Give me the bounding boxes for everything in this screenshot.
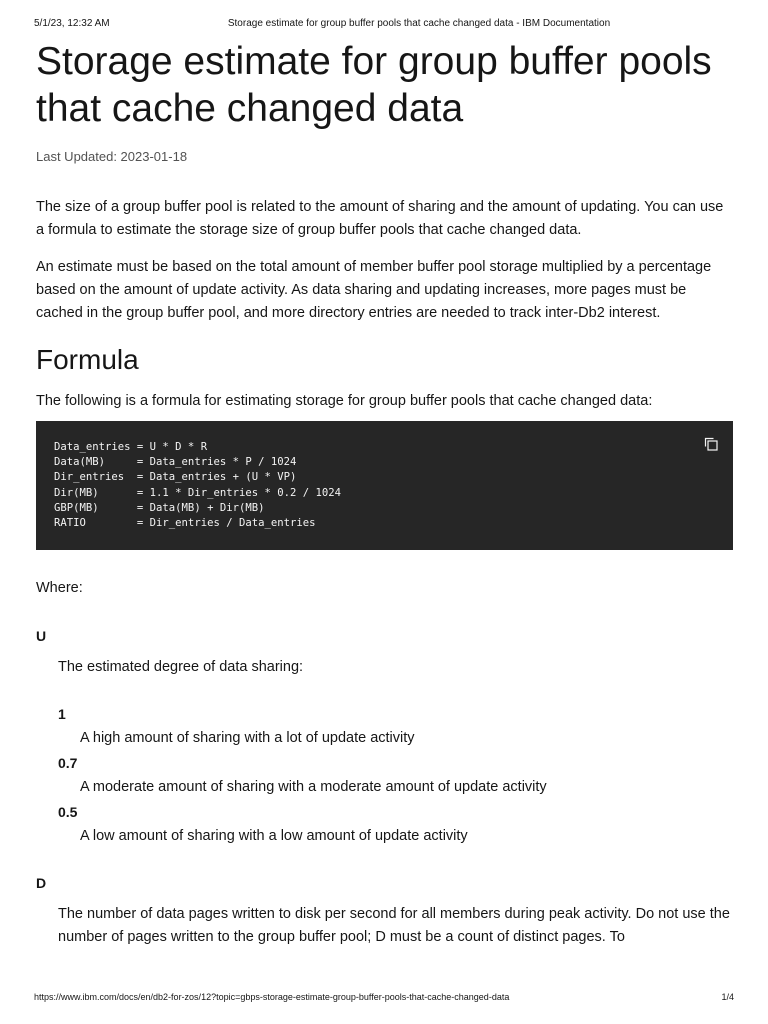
print-header (34, 18, 734, 32)
term-d-definition (58, 903, 733, 949)
value-term: 0.5 (58, 804, 78, 820)
term-u-definition (58, 656, 733, 679)
intro-paragraph-1: The size of a group buffer pool is related to the amount of sharing and the amount of updating. You can use a formula to estimate the storage size of group buffer pools that cache changed data. (36, 199, 724, 238)
value-description: A high amount of sharing with a lot of update activity (80, 730, 415, 746)
term-u: U (36, 628, 47, 644)
article (36, 38, 733, 949)
term-d: D (36, 875, 47, 891)
variable-definitions (36, 626, 733, 949)
code-line: Dir_entries = Data_entries + (U * VP) (54, 471, 297, 484)
term-u-values (58, 704, 733, 846)
formula-heading: Formula (36, 344, 139, 375)
intro-paragraph-2: An estimate must be based on the total amount of member buffer pool storage multiplied by a percentage based on the amount of update activity. As data sharing and updating increases, more pages must be cached in the group buffer pool, and more directory entries are needed to track inter-Db2 interest. (36, 259, 712, 321)
value-term: 0.7 (58, 755, 78, 771)
page-title: Storage estimate for group buffer pools that cache changed data (36, 40, 712, 130)
list-item (58, 704, 733, 748)
last-updated: Last Updated: 2023-01-18 (36, 149, 188, 164)
value-term: 1 (58, 706, 66, 722)
code-block (36, 421, 733, 550)
term-d-description: The number of data pages written to disk per second for all members during peak activity. Do not use the number of pages written to the group buffer pool; D must be a count of distinct pages. To (58, 906, 730, 945)
code-line: Data_entries = U * D * R (54, 441, 208, 453)
print-footer (34, 992, 734, 1006)
value-description: A low amount of sharing with a low amount of update activity (80, 828, 468, 844)
print-page-number: 1/4 (721, 992, 734, 1002)
list-item (58, 753, 733, 797)
where-label: Where: (36, 580, 83, 596)
list-item (58, 802, 733, 846)
code-line: Data(MB) = Data_entries * P / 1024 (54, 456, 297, 469)
term-u-description: The estimated degree of data sharing: (58, 659, 304, 675)
code-line: RATIO = Dir_entries / Data_entries (54, 517, 316, 530)
print-document-title: Storage estimate for group buffer pools that cache changed data - IBM Documentation (227, 18, 611, 29)
value-description: A moderate amount of sharing with a moderate amount of update activity (80, 779, 547, 795)
code-line: Dir(MB) = 1.1 * Dir_entries * 0.2 / 1024 (54, 486, 342, 499)
print-date: 5/1/23, 12:32 AM (34, 18, 110, 29)
formula-intro: The following is a formula for estimating storage for group buffer pools that cache changed data: (36, 393, 653, 409)
copy-icon[interactable] (703, 436, 719, 452)
code-line: GBP(MB) = Data(MB) + Dir(MB) (54, 501, 265, 514)
print-url: https://www.ibm.com/docs/en/db2-for-zos/12?topic=gbps-storage-estimate-group-buffer-pools-that-cache-changed-data (34, 992, 510, 1002)
